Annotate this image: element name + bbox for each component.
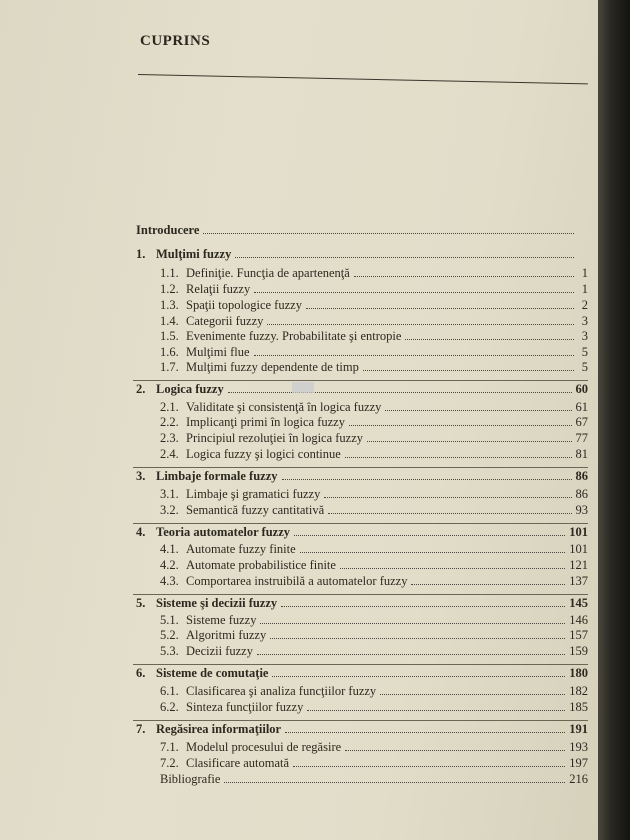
toc-entry: [160, 771, 588, 787]
dot-leader: [405, 328, 574, 340]
toc-page-number: 67: [575, 415, 588, 429]
toc-entry: [160, 573, 588, 589]
toc-entry: [160, 739, 588, 755]
dot-leader: [300, 541, 566, 553]
toc-page-number: 60: [575, 382, 588, 396]
toc-title: Mulţimi fuzzy: [156, 247, 232, 261]
toc-number: 7.1.: [160, 740, 179, 754]
toc-page-number: 5: [581, 360, 588, 374]
dot-leader: [224, 771, 565, 783]
dot-leader: [270, 627, 565, 639]
toc-page-number: 146: [569, 613, 588, 627]
toc-number: 7.2.: [160, 756, 179, 770]
toc-title: Introducere: [136, 223, 200, 237]
toc-number: 7.: [136, 722, 146, 736]
toc-page-number: 5: [581, 345, 588, 359]
toc-page-number: 93: [575, 503, 588, 517]
toc-number: 5.: [136, 596, 146, 610]
toc-number: 2.3.: [160, 431, 179, 445]
toc-title: Sisteme de comutaţie: [156, 666, 269, 680]
toc-title: Bibliografie: [160, 772, 221, 786]
toc-number: 3.2.: [160, 503, 179, 517]
dot-leader: [254, 281, 574, 293]
toc-entry: [160, 328, 588, 344]
dot-leader: [380, 683, 565, 695]
dot-leader: [345, 446, 572, 458]
toc-number: 2.: [136, 382, 146, 396]
toc-title: Algoritmi fuzzy: [186, 628, 267, 642]
toc-page-number: 1: [581, 282, 588, 296]
toc-page-number: 86: [575, 469, 588, 483]
toc-entry: [136, 665, 588, 681]
toc-entry: [160, 755, 588, 771]
toc-entry: [160, 297, 588, 313]
toc-entry: [160, 414, 588, 430]
toc-entry: [160, 643, 588, 659]
toc-number: 2.2.: [160, 415, 179, 429]
dot-leader: [324, 486, 571, 498]
toc-page-number: 216: [569, 772, 588, 786]
toc-entry: [160, 265, 588, 281]
toc-number: 4.2.: [160, 558, 179, 572]
toc-page-number: 137: [569, 574, 588, 588]
toc-title: Limbaje şi gramatici fuzzy: [186, 487, 321, 501]
toc-page-number: 1: [581, 266, 588, 280]
dot-leader: [254, 344, 574, 356]
toc-number: 1.5.: [160, 329, 179, 343]
toc-page-number: 185: [569, 700, 588, 714]
section-divider: [133, 380, 588, 381]
dot-leader: [354, 265, 574, 277]
toc-title: Implicanţi primi în logica fuzzy: [186, 415, 345, 429]
toc-entry: [160, 612, 588, 628]
dot-leader: [349, 414, 572, 426]
section-divider: [133, 467, 588, 468]
toc-title: Clasificare automată: [186, 756, 290, 770]
toc-page-number: 145: [569, 596, 588, 610]
toc-page-number: 121: [569, 558, 588, 572]
toc-page-number: 159: [569, 644, 588, 658]
toc-title: Relaţii fuzzy: [186, 282, 251, 296]
dot-leader: [294, 524, 565, 536]
paper-sticker: [292, 382, 314, 393]
toc-entry: [136, 246, 588, 262]
dot-leader: [411, 573, 565, 585]
dot-leader: [385, 399, 571, 411]
toc-title: Teoria automatelor fuzzy: [156, 525, 291, 539]
toc-entry: [136, 468, 588, 484]
toc-title: Spaţii topologice fuzzy: [186, 298, 302, 312]
toc-page-number: 182: [569, 684, 588, 698]
toc-entry: [160, 281, 588, 297]
toc-page-number: 180: [569, 666, 588, 680]
toc-entry: [160, 359, 588, 375]
toc-number: 1.7.: [160, 360, 179, 374]
toc-page-number: 157: [569, 628, 588, 642]
dot-leader: [272, 665, 565, 677]
toc-title: Definiţie. Funcţia de apartenenţă: [186, 266, 350, 280]
section-divider: [133, 594, 588, 595]
toc-page-number: 3: [581, 329, 588, 343]
toc-entry: [160, 399, 588, 415]
dot-leader: [328, 502, 571, 514]
toc-number: 6.: [136, 666, 146, 680]
section-divider: [133, 523, 588, 524]
toc-page-number: 101: [569, 542, 588, 556]
toc-title: Categorii fuzzy: [186, 314, 264, 328]
toc-number: 1.4.: [160, 314, 179, 328]
toc-page-number: 81: [575, 447, 588, 461]
dot-leader: [267, 313, 574, 325]
toc-page-number: 197: [569, 756, 588, 770]
toc-number: 1.6.: [160, 345, 179, 359]
dot-leader: [257, 643, 565, 655]
page-edge-shadow: [598, 0, 630, 840]
dot-leader: [367, 430, 571, 442]
toc-number: 5.1.: [160, 613, 179, 627]
toc-number: 4.3.: [160, 574, 179, 588]
dot-leader: [340, 557, 565, 569]
dot-leader: [228, 381, 572, 393]
dot-leader: [307, 699, 565, 711]
dot-leader: [345, 739, 565, 751]
toc-page-number: 193: [569, 740, 588, 754]
toc-entry: [160, 486, 588, 502]
toc-entry: [136, 595, 588, 611]
toc-page-number: 61: [575, 400, 588, 414]
toc-title: Regăsirea informaţiilor: [156, 722, 282, 736]
toc-entry: [136, 381, 588, 397]
toc-page-number: 2: [581, 298, 588, 312]
toc-title: Mulţimi fuzzy dependente de timp: [186, 360, 359, 374]
toc-title: Decizii fuzzy: [186, 644, 253, 658]
toc-title: Sisteme şi decizii fuzzy: [156, 596, 278, 610]
toc-number: 1.1.: [160, 266, 179, 280]
toc-entry: [160, 502, 588, 518]
dot-leader: [285, 721, 565, 733]
toc-entry: [160, 430, 588, 446]
toc-number: 1.2.: [160, 282, 179, 296]
toc-title: Modelul procesului de regăsire: [186, 740, 342, 754]
toc-entry: [136, 524, 588, 540]
toc-entry: [160, 627, 588, 643]
toc-entry: [136, 721, 588, 737]
toc-title: Comportarea instruibilă a automatelor fuzzy: [186, 574, 408, 588]
toc-number: 4.: [136, 525, 146, 539]
toc-title: Sisteme fuzzy: [186, 613, 257, 627]
toc-entry: [160, 313, 588, 329]
toc-number: 5.3.: [160, 644, 179, 658]
section-divider: [133, 664, 588, 665]
toc-title: Mulţimi flue: [186, 345, 250, 359]
toc-number: 3.1.: [160, 487, 179, 501]
toc-title: Semantică fuzzy cantitativă: [186, 503, 325, 517]
toc-title: Automate fuzzy finite: [186, 542, 296, 556]
toc-number: 2.4.: [160, 447, 179, 461]
dot-leader: [281, 595, 565, 607]
page-title: CUPRINS: [140, 33, 211, 49]
dot-leader: [235, 246, 574, 258]
toc-title: Sinteza funcţiilor fuzzy: [186, 700, 304, 714]
toc-title: Principiul rezoluţiei în logica fuzzy: [186, 431, 364, 445]
toc-number: 6.1.: [160, 684, 179, 698]
toc-number: 4.1.: [160, 542, 179, 556]
dot-leader: [282, 468, 572, 480]
toc-title: Clasificarea şi analiza funcţiilor fuzzy: [186, 684, 377, 698]
toc-entry: [160, 541, 588, 557]
dot-leader: [203, 222, 574, 234]
toc-number: 6.2.: [160, 700, 179, 714]
toc-title: Evenimente fuzzy. Probabilitate şi entropie: [186, 329, 402, 343]
toc-title: Logica fuzzy: [156, 382, 224, 396]
toc-number: 2.1.: [160, 400, 179, 414]
toc-number: 1.3.: [160, 298, 179, 312]
toc-entry: [160, 557, 588, 573]
toc-page-number: 86: [575, 487, 588, 501]
toc-title: Validitate şi consistenţă în logica fuzzy: [186, 400, 382, 414]
toc-number: 3.: [136, 469, 146, 483]
section-divider: [133, 720, 588, 721]
toc-entry: [160, 699, 588, 715]
toc-page-number: 77: [575, 431, 588, 445]
toc-entry: [160, 683, 588, 699]
toc-page-number: 191: [569, 722, 588, 736]
toc-title: Logica fuzzy şi logici continue: [186, 447, 341, 461]
toc-entry: [136, 222, 588, 238]
toc-page-number: 3: [581, 314, 588, 328]
toc-number: 1.: [136, 247, 146, 261]
toc-entry: [160, 344, 588, 360]
toc-number: 5.2.: [160, 628, 179, 642]
toc-title: Limbaje formale fuzzy: [156, 469, 278, 483]
toc-page-number: 101: [569, 525, 588, 539]
dot-leader: [363, 359, 574, 371]
toc-entry: [160, 446, 588, 462]
dot-leader: [260, 612, 565, 624]
dot-leader: [306, 297, 574, 309]
toc-title: Automate probabilistice finite: [186, 558, 336, 572]
dot-leader: [293, 755, 565, 767]
